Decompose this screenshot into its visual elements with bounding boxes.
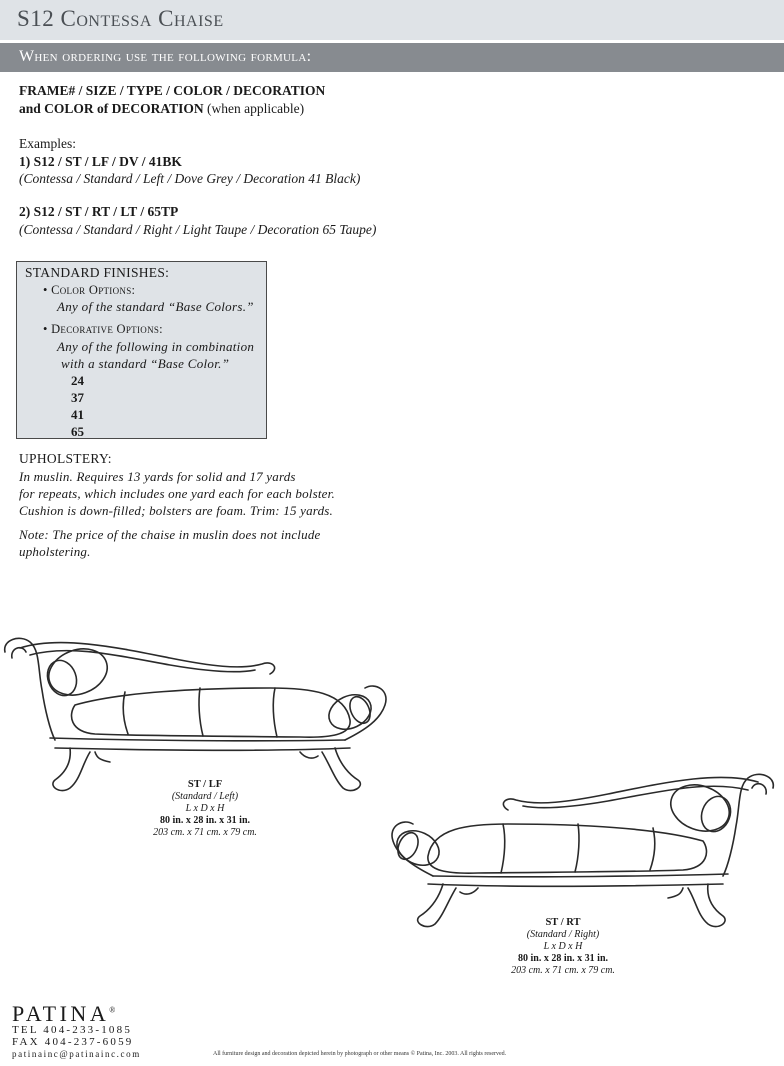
- product-code: ST / RT: [545, 917, 581, 928]
- example-2: [19, 203, 376, 238]
- formula-line-2-bold: and COLOR of DECORATION: [19, 101, 204, 116]
- formula-line-1: FRAME# / SIZE / TYPE / COLOR / DECORATION: [19, 83, 326, 98]
- note-line: Note: The price of the chaise in muslin does not include: [19, 527, 321, 542]
- product-code: ST / LF: [187, 779, 223, 790]
- decoration-number: 24: [71, 373, 84, 388]
- upholstery-line: Cushion is down-filled; bolsters are foam. Trim: 15 yards.: [19, 503, 333, 518]
- example-1-code: 1) S12 / ST / LF / DV / 41BK: [19, 153, 182, 169]
- logo-mark: ®: [109, 1005, 119, 1015]
- decorative-options-label: • Decorative Options:: [43, 322, 163, 336]
- example-1-desc: (Contessa / Standard / Left / Dove Grey / Decoration 41 Black): [19, 171, 361, 186]
- product-cm: 203 cm. x 71 cm. x 79 cm.: [153, 827, 257, 838]
- ordering-banner-text: When ordering use the following formula:: [19, 48, 312, 65]
- example-2-code: 2) S12 / ST / RT / LT / 65TP: [19, 204, 179, 219]
- ordering-banner: [0, 43, 784, 72]
- product-caption-left: [130, 779, 280, 839]
- chaise-right-illustration: [378, 768, 778, 933]
- decorative-options-text-2: with a standard “Base Color.”: [61, 356, 230, 371]
- decoration-number: 65: [71, 424, 84, 439]
- formula-line-2: [19, 100, 325, 118]
- product-inches: 80 in. x 28 in. x 31 in.: [517, 953, 609, 964]
- phone-number: TEL 404-233-1085: [12, 1024, 133, 1036]
- chaise-left-illustration: [0, 630, 400, 800]
- decoration-number: 41: [71, 407, 84, 422]
- product-dims-label: L x D x H: [185, 803, 225, 814]
- example-2-desc: (Contessa / Standard / Right / Light Taupe / Decoration 65 Taupe): [19, 221, 377, 237]
- color-options-label: • Color Options:: [43, 283, 136, 297]
- upholstery-line: In muslin. Requires 13 yards for solid and 17 yards: [19, 469, 296, 484]
- email-address: patinainc@patinainc.com: [12, 1049, 141, 1059]
- product-caption-right: [488, 917, 638, 977]
- examples-label: Examples:: [19, 136, 76, 151]
- decorative-options-text-1: Any of the following in combination: [57, 339, 255, 354]
- examples-section: [19, 135, 360, 188]
- decoration-number: 37: [71, 390, 84, 405]
- page-title: S12 Contessa Chaise: [17, 6, 224, 31]
- upholstery-heading: UPHOLSTERY:: [19, 451, 112, 466]
- contact-info: [12, 1024, 141, 1060]
- product-inches: 80 in. x 28 in. x 31 in.: [159, 815, 251, 826]
- color-options-text: Any of the standard “Base Colors.”: [57, 299, 254, 314]
- ordering-formula: [19, 82, 325, 118]
- note-line: upholstering.: [19, 544, 91, 559]
- formula-line-2-rest: (when applicable): [203, 101, 305, 116]
- product-cm: 203 cm. x 71 cm. x 79 cm.: [511, 965, 615, 976]
- upholstery-text: [19, 468, 335, 519]
- product-desc: (Standard / Left): [171, 791, 239, 802]
- product-desc: (Standard / Right): [526, 929, 600, 940]
- standard-finishes-box: [16, 261, 267, 439]
- upholstery-line: for repeats, which includes one yard each for each bolster.: [19, 486, 335, 501]
- logo-text: PATINA: [12, 1001, 110, 1026]
- upholstery-note: [19, 526, 321, 560]
- copyright-footer: All furniture design and decoration depicted herein by photograph or other means © Patina, Inc. 2003. All rights reserved.: [213, 1051, 507, 1057]
- title-bar: [0, 0, 784, 40]
- fax-number: FAX 404-237-6059: [12, 1036, 134, 1048]
- product-dims-label: L x D x H: [543, 941, 583, 952]
- standard-finishes-heading: STANDARD FINISHES:: [25, 265, 170, 280]
